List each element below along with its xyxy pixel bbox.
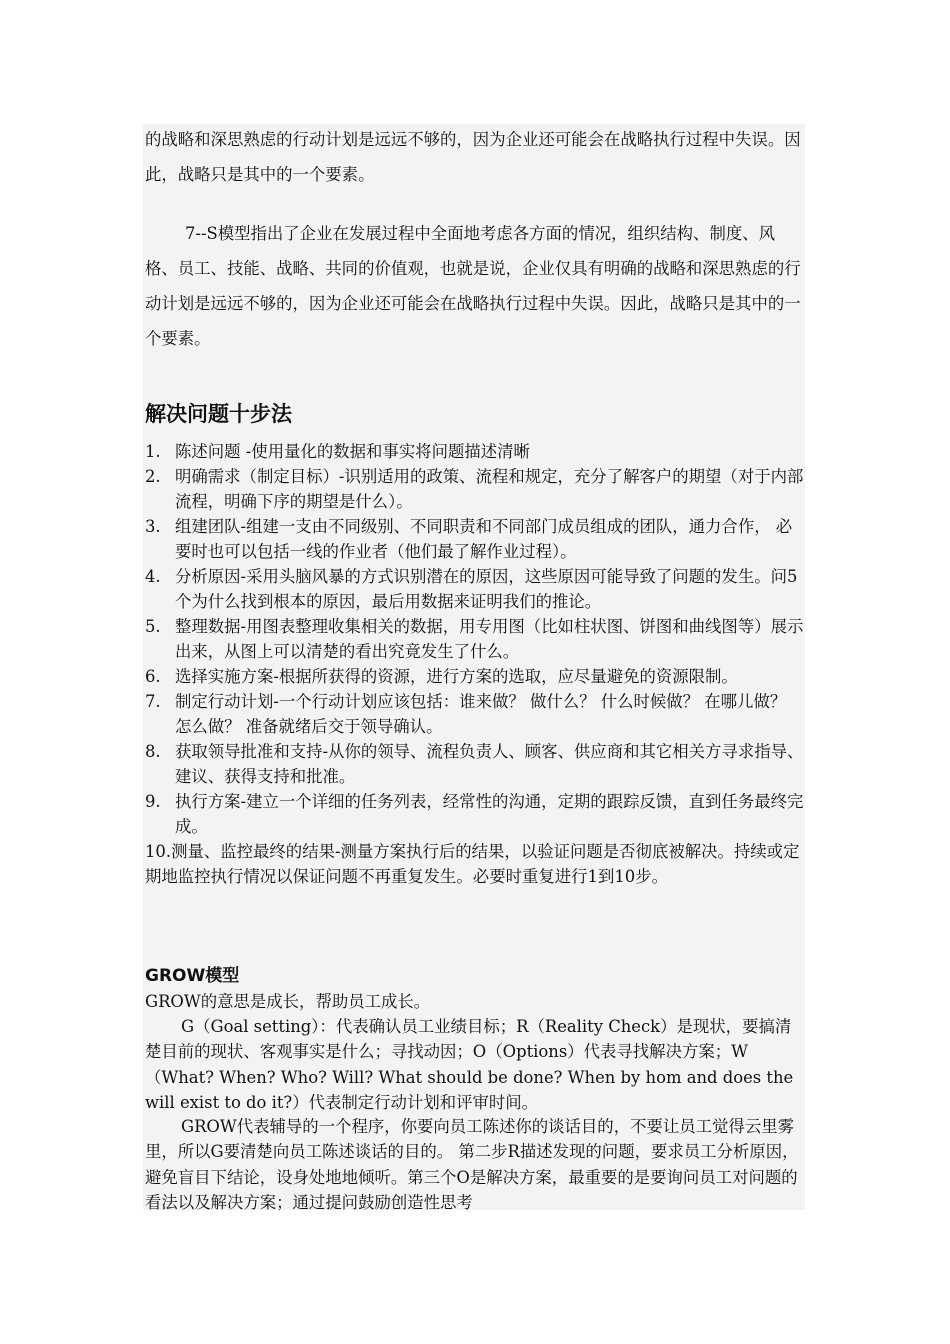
list-item: [145, 839, 805, 889]
step-number: 6.: [145, 667, 161, 686]
paragraph-strategy-continued: 的战略和深思熟虑的行动计划是远远不够的，因为企业还可能会在战略执行过程中失误。因此，战略只是其中的一个要素。: [145, 130, 801, 184]
list-item: [145, 789, 805, 839]
ten-steps-heading: 解决问题十步法: [145, 402, 292, 426]
step-number: 10.: [145, 842, 172, 861]
step-number: 4.: [145, 567, 161, 586]
step-text: 整理数据-用图表整理收集相关的数据，用专用图（比如柱状图、饼图和曲线图等）展示出来，从图上可以清楚的看出究竟发生了什么。: [175, 617, 804, 661]
step-text: 组建团队-组建一支由不同级别、不同职责和不同部门成员组成的团队，通力合作， 必要时也可以包括一线的作业者（他们最了解作业过程）。: [175, 517, 793, 561]
step-number: 3.: [145, 517, 161, 536]
step-text: 明确需求（制定目标）-识别适用的政策、流程和规定，充分了解客户的期望（对于内部流程，明确下序的期望是什么）。: [175, 467, 804, 511]
list-item: [145, 514, 805, 564]
step-number: 2.: [145, 467, 161, 486]
step-text: 测量、监控最终的结果-测量方案执行后的结果，以验证问题是否彻底被解决。持续或定期地监控执行情况以保证问题不再重复发生。必要时重复进行1到10步。: [145, 842, 800, 886]
ten-steps-list: [145, 439, 805, 889]
paragraph-7s-model: 7--S模型指出了企业在发展过程中全面地考虑各方面的情况，组织结构、制度、风格、员工、技能、战略、共同的价值观，也就是说，企业仅具有明确的战略和深思熟虑的行动计划是远远不够的，因为企业还可能会在战略执行过程中失误。因此，战略只是其中的一个要素。: [145, 224, 801, 348]
step-text: 分析原因-采用头脑风暴的方式识别潜在的原因，这些原因可能导致了问题的发生。问5个为什么找到根本的原因，最后用数据来证明我们的推论。: [175, 567, 798, 611]
list-item: [145, 664, 805, 689]
step-number: 7.: [145, 692, 161, 711]
grow-definition-paragraph: G（Goal setting）：代表确认员工业绩目标；R（Reality Check）是现状，要搞清楚目前的现状、客观事实是什么；寻找动因；O（Options）代表寻找解决方案；W（What? When? Who? Will? What should be done? When by hom and does the will exist to do it?）代表制定行动计划和评审时间。: [145, 1017, 794, 1112]
step-number: 1.: [145, 442, 161, 461]
list-item: [145, 614, 805, 664]
list-item: [145, 439, 805, 464]
grow-process-paragraph: GROW代表辅导的一个程序，你要向员工陈述你的谈话目的，不要让员工觉得云里雾里，所以G要清楚向员工陈述谈话的目的。 第二步R描述发现的问题，要求员工分析原因，避免盲目下结论，设身处地地倾听。第三个O是解决方案，最重要的是要询问员工对问题的看法以及解决方案；通过提问鼓励创造性思考: [145, 1117, 799, 1212]
step-text: 执行方案-建立一个详细的任务列表，经常性的沟通，定期的跟踪反馈，直到任务最终完成。: [175, 792, 804, 836]
list-item: [145, 739, 805, 789]
step-text: 制定行动计划-一个行动计划应该包括：谁来做？ 做什么？ 什么时候做？ 在哪儿做？ 怎么做？ 准备就绪后交于领导确认。: [175, 692, 787, 736]
grow-intro: GROW的意思是成长，帮助员工成长。: [145, 992, 431, 1011]
step-number: 9.: [145, 792, 161, 811]
step-text: 选择实施方案-根据所获得的资源，进行方案的选取，应尽量避免的资源限制。: [175, 667, 738, 686]
step-text: 陈述问题 -使用量化的数据和事实将问题描述清晰: [175, 442, 530, 461]
list-item: [145, 464, 805, 514]
list-item: [145, 564, 805, 614]
step-number: 8.: [145, 742, 161, 761]
list-item: [145, 689, 805, 739]
step-number: 5.: [145, 617, 161, 636]
step-text: 获取领导批准和支持-从你的领导、流程负责人、顾客、供应商和其它相关方寻求指导、建议、获得支持和批准。: [175, 742, 804, 786]
grow-heading: GROW模型: [145, 966, 240, 986]
